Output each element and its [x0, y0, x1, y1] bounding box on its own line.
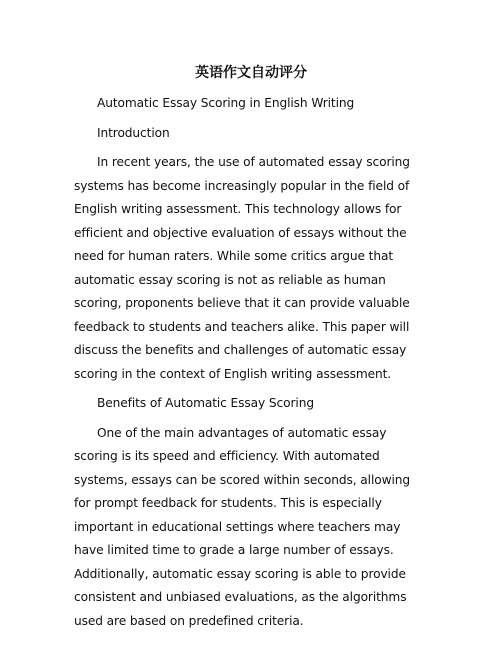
essay-title: Automatic Essay Scoring in English Writing [97, 96, 355, 110]
document-body [74, 92, 428, 639]
introduction-paragraph: In recent years, the use of automated essay scoring systems has become increasingly popular in the field of English writing assessment. This technology allows for efficient and objective evaluation of essays without the need for human raters. While some critics argue that automatic essay scoring is not as reliable as human scoring, proponents believe that it can provide valuable feedback to students and teachers alike. This paper will discuss the benefits and challenges of automatic essay scoring in the context of English writing assessment. [74, 155, 410, 381]
benefits-paragraph: One of the main advantages of automatic essay scoring is its speed and efficiency. With automated systems, essays can be scored within seconds, allowing for prompt feedback for students. This is especially important in educational settings where teachers may have limited time to grade a large number of essays. Additionally, automatic essay scoring is able to provide consistent and unbiased evaluations, as the algorithms used are based on predefined criteria. [74, 425, 411, 628]
introduction-heading: Introduction [97, 125, 170, 140]
document-title: 英语作文自动评分 [195, 65, 307, 81]
benefits-heading: Benefits of Automatic Essay Scoring [97, 396, 314, 410]
